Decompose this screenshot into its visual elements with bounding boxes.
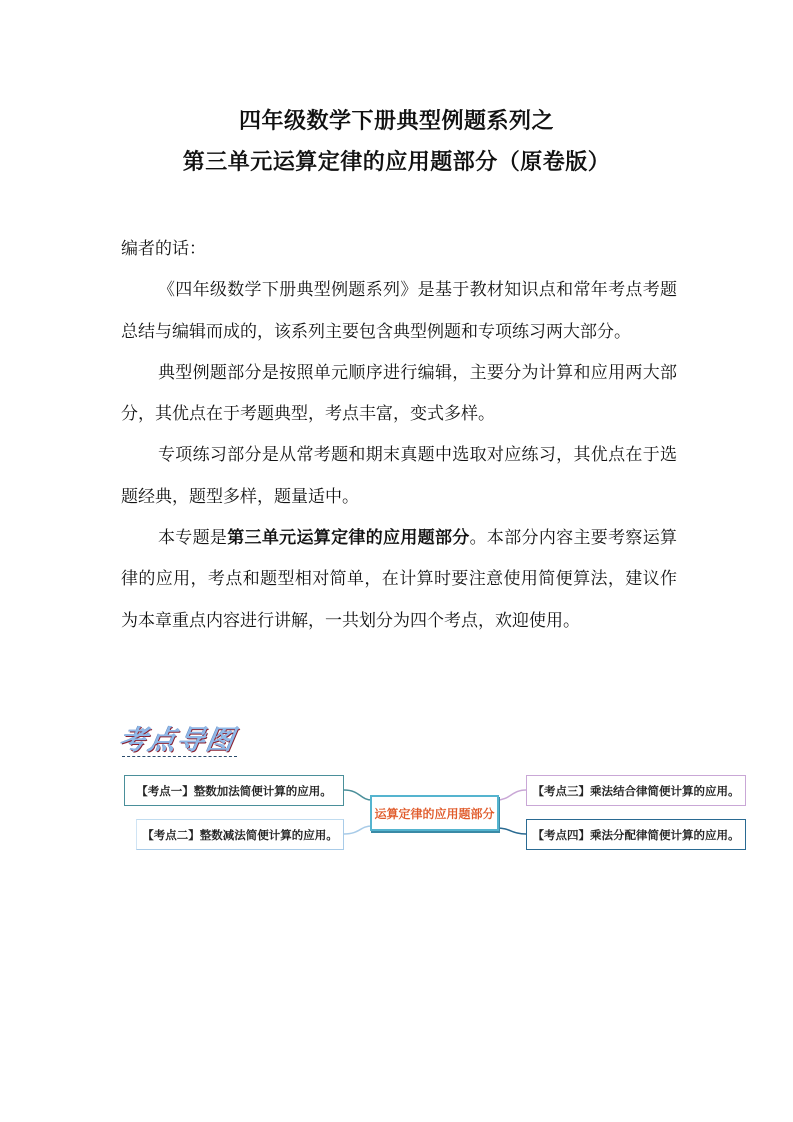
mindmap-heading-underline: [122, 756, 237, 757]
topic-summary-suffix: 。本部分内容主要考察运算律的应用，考点和题型相对简单，在计算时要注意使用简便算法，建议作为本章重点内容进行讲解，一共划分为四个考点，欢迎使用。: [121, 528, 678, 631]
paragraph-examples-section: 典型例题部分是按照单元顺序进行编辑，主要分为计算和应用两大部分，其优点在于考题典型，考点丰富，变式多样。: [121, 362, 677, 425]
mindmap-node-topic-2: 【考点二】整数减法简便计算的应用。: [136, 819, 344, 850]
topic-summary-prefix: 本专题是: [158, 528, 228, 549]
document-title-line-2: 第三单元运算定律的应用题部分（原卷版）: [182, 150, 611, 175]
paragraph-topic-summary: [121, 518, 677, 642]
paragraph-series-intro: 《四年级数学下册典型例题系列》是基于教材知识点和常年考点考题总结与编辑而成的，该系列主要包含典型例题和专项练习两大部分。: [121, 280, 677, 342]
editor-note-heading: 编者的话：: [121, 239, 206, 259]
connector-node-4: [497, 828, 526, 834]
connector-node-2: [344, 826, 372, 834]
connector-node-1: [344, 790, 372, 800]
mindmap-node-topic-1: 【考点一】整数加法简便计算的应用。: [124, 775, 344, 806]
mindmap-heading: 考点导图: [116, 725, 239, 756]
topic-summary-bold: 第三单元运算定律的应用题部分: [227, 528, 470, 549]
editor-note: [121, 229, 677, 642]
mindmap-node-topic-4: 【考点四】乘法分配律简便计算的应用。: [526, 819, 746, 850]
mindmap-center-node: 运算定律的应用题部分: [370, 795, 499, 831]
connector-node-3: [497, 790, 526, 800]
document-title-line-1: 四年级数学下册典型例题系列之: [238, 109, 554, 134]
paragraph-practice-section: 专项练习部分是从常考题和期末真题中选取对应练习，其优点在于选题经典，题型多样，题量适中。: [121, 445, 677, 507]
mindmap-node-topic-3: 【考点三】乘法结合律简便计算的应用。: [526, 775, 746, 806]
